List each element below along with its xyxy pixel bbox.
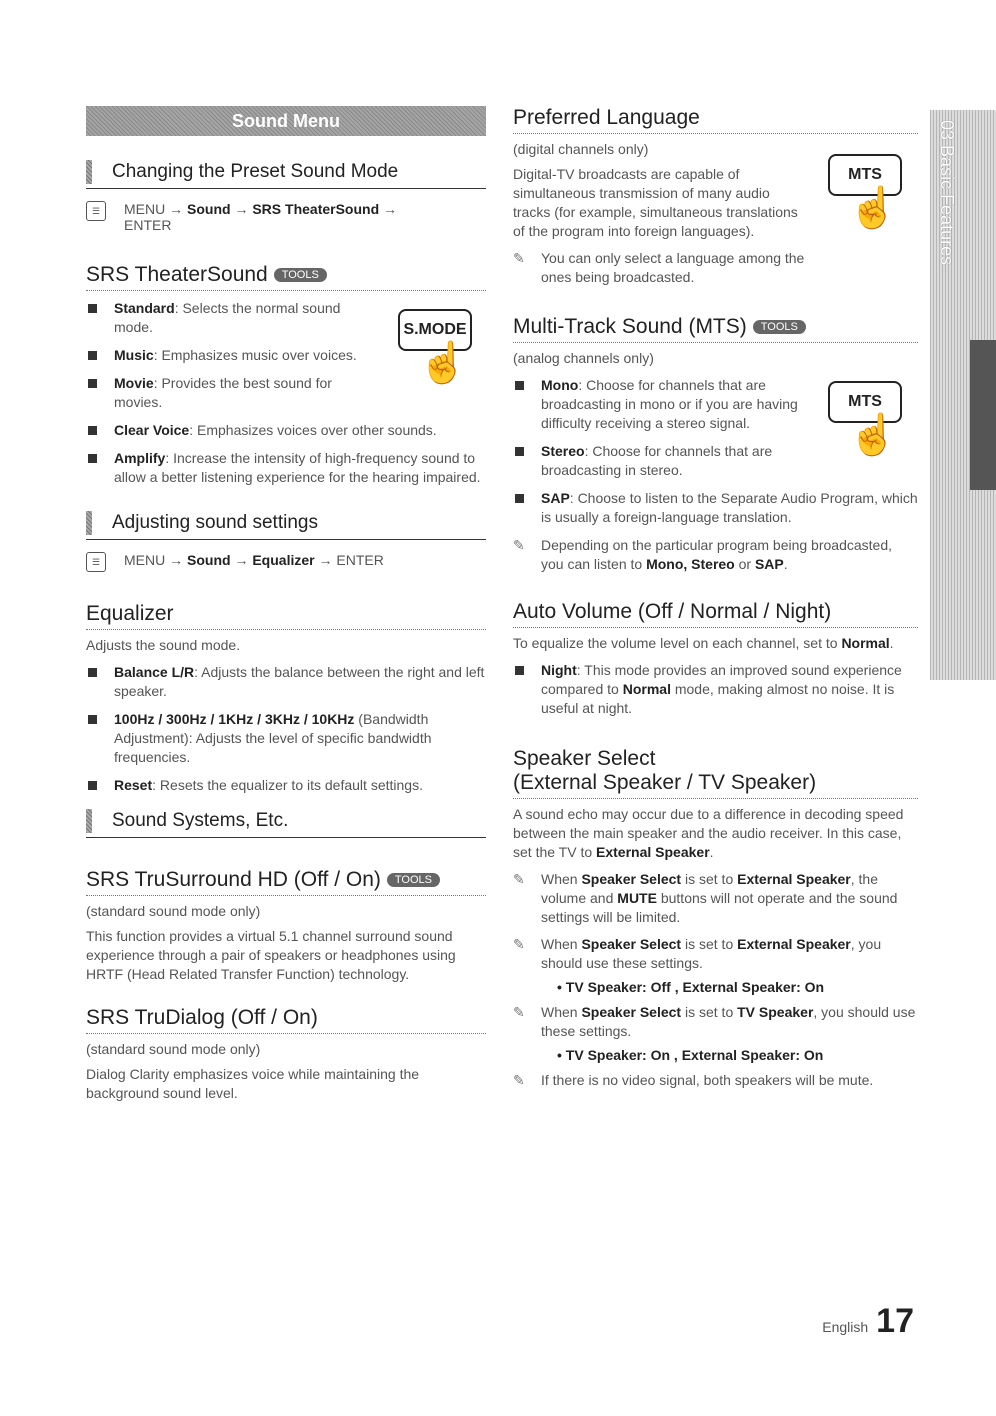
- heading-text: SRS TheaterSound: [86, 263, 268, 286]
- arrow: →: [165, 201, 188, 217]
- note-bold: SAP: [754, 556, 784, 572]
- item-desc: mode, making almost no noise. It is useful at night.: [541, 681, 895, 716]
- list-item: [513, 442, 811, 480]
- speaker-desc: [513, 805, 918, 862]
- subheading-preset-sound-mode: [86, 160, 486, 189]
- setting-bullet-2: • TV Speaker: On , External Speaker: On: [557, 1047, 824, 1063]
- menu-word: MENU: [124, 201, 166, 217]
- note-bold: Mono, Stereo: [646, 556, 735, 572]
- note-pencil-icon: ✎: [513, 1004, 525, 1020]
- item-desc: : Adjusts the balance between the right and left speaker.: [114, 664, 485, 699]
- menu-sound: Sound: [187, 552, 231, 568]
- text: To equalize the volume level on each channel, set to: [513, 635, 842, 651]
- heading-auto-volume: Auto Volume (Off / Normal / Night): [513, 600, 918, 628]
- mts-button: MTS: [828, 154, 902, 196]
- arrow: →: [379, 201, 398, 217]
- item-key: Amplify: [114, 450, 166, 466]
- t: When: [541, 1004, 582, 1020]
- t: If there is no video signal, both speakers will be mute.: [541, 1072, 874, 1088]
- note-text: Depending on the particular program being broadcasted, you can listen to: [541, 537, 893, 572]
- mts-remote-illustration-2: [828, 381, 900, 457]
- note-pencil-icon: ✎: [513, 1072, 525, 1088]
- bold: Normal: [841, 635, 890, 651]
- right-column: [513, 106, 918, 1090]
- speaker-note-1: [513, 870, 918, 927]
- item-key: SAP: [541, 490, 570, 506]
- note-pencil-icon: ✎: [513, 250, 525, 266]
- menu-enter: ENTER: [336, 552, 384, 568]
- note-text: or: [734, 556, 755, 572]
- b: Speaker Select: [581, 936, 682, 952]
- srs-mode-list: [86, 299, 366, 412]
- mts-note: (analog channels only): [513, 350, 654, 366]
- menu-path-text: [124, 552, 384, 572]
- list-item: [86, 421, 486, 440]
- page-number: 17: [876, 1302, 914, 1340]
- arrow: →: [230, 552, 253, 568]
- note-pencil-icon: ✎: [513, 871, 525, 887]
- mts-remote-illustration: [828, 154, 900, 230]
- preferred-desc: Digital-TV broadcasts are capable of simultaneous transmission of many audio tracks (for example, simultaneous translations of the program into foreign languages).: [513, 166, 798, 239]
- note-pencil-icon: ✎: [513, 936, 525, 952]
- mts-note-tip: [513, 536, 918, 574]
- t: is set to: [681, 1004, 738, 1020]
- item-desc: : Choose for channels that are broadcasting in mono or if you are having difficulty receiving a stereo signal.: [541, 377, 798, 431]
- autovol-desc: [513, 634, 918, 653]
- list-item: [86, 449, 486, 487]
- b: TV Speaker: [737, 1004, 814, 1020]
- hand-icon: ☝: [848, 413, 898, 457]
- tools-badge: TOOLS: [274, 268, 327, 282]
- list-item: [86, 374, 366, 412]
- bold: External Speaker: [596, 844, 710, 860]
- hand-icon: ☝: [418, 341, 468, 385]
- tools-badge: TOOLS: [387, 873, 440, 887]
- t: , you should use these settings.: [541, 936, 882, 971]
- item-key: Music: [114, 347, 154, 363]
- equalizer-list: [86, 663, 486, 795]
- menu-equalizer: Equalizer: [252, 552, 315, 568]
- heading-speaker-select: [513, 747, 918, 799]
- item-desc: : Choose to listen to the Separate Audio Program, which is usually a foreign-language translation.: [541, 490, 918, 525]
- speaker-note-3: [513, 1003, 918, 1041]
- list-item: [86, 776, 486, 795]
- list-item: [86, 346, 366, 365]
- heading-mts: [513, 315, 918, 343]
- item-desc: : Choose for channels that are broadcasting in stereo.: [541, 443, 773, 478]
- hand-icon: ☝: [848, 186, 898, 230]
- list-item: [513, 661, 918, 718]
- item-key: Night: [541, 662, 577, 678]
- item-desc: : This mode provides an improved sound experience compared to: [541, 662, 902, 697]
- side-tab-marker: [970, 340, 996, 490]
- text: A sound echo may occur due to a difference in decoding speed between the main speaker and the audio receiver. In this case, set the TV to: [513, 806, 904, 860]
- item-desc: : Increase the intensity of high-frequency sound to allow a better listening experience for the hearing impaired.: [114, 450, 481, 485]
- subheading-text: Changing the Preset Sound Mode: [112, 161, 399, 182]
- smode-remote-illustration: [398, 309, 470, 385]
- t: When: [541, 871, 582, 887]
- note-text: .: [783, 556, 788, 572]
- heading-equalizer: Equalizer: [86, 602, 486, 630]
- t: , the volume and: [541, 871, 878, 906]
- heading-line2: (External Speaker / TV Speaker): [513, 771, 817, 794]
- item-desc: (Bandwidth Adjustment): Adjusts the level of specific bandwidth frequencies.: [114, 711, 432, 765]
- menu-sound: Sound: [187, 201, 231, 217]
- item-desc: : Emphasizes voices over other sounds.: [189, 422, 437, 438]
- menu-enter: ENTER: [124, 217, 172, 233]
- list-item: [86, 663, 486, 701]
- menu-path-1: [86, 201, 486, 233]
- t: buttons will not operate and the sound settings will be limited.: [541, 890, 898, 925]
- speaker-note-2: [513, 935, 918, 973]
- arrow: →: [314, 552, 337, 568]
- subheading-text: Adjusting sound settings: [112, 512, 318, 533]
- heading-trudialog: SRS TruDialog (Off / On): [86, 1006, 486, 1034]
- t: is set to: [681, 936, 738, 952]
- remote-menu-icon: ☰: [86, 201, 106, 221]
- list-item: [86, 710, 486, 767]
- heading-text: SRS TruSurround HD (Off / On): [86, 868, 381, 891]
- note-text: You can only select a language among the ones being broadcasted.: [541, 250, 805, 285]
- subheading-marker: [86, 809, 92, 833]
- note-pencil-icon: ✎: [513, 537, 525, 553]
- heading-srs-theatersound: [86, 263, 486, 291]
- menu-path-2: [86, 552, 486, 572]
- footer-language: English: [822, 1319, 869, 1335]
- smode-button: S.MODE: [398, 309, 472, 351]
- preferred-note: (digital channels only): [513, 141, 649, 157]
- item-desc: : Provides the best sound for movies.: [114, 375, 332, 410]
- item-desc: : Resets the equalizer to its default settings.: [152, 777, 423, 793]
- item-desc: : Selects the normal sound mode.: [114, 300, 341, 335]
- item-key: Balance L/R: [114, 664, 195, 680]
- list-item: [513, 489, 918, 527]
- b: Speaker Select: [581, 871, 682, 887]
- subheading-text: Sound Systems, Etc.: [112, 810, 289, 831]
- chapter-label: [936, 120, 957, 265]
- item-key: Mono: [541, 377, 579, 393]
- mts-button: MTS: [828, 381, 902, 423]
- item-key: Reset: [114, 777, 153, 793]
- item-key: Stereo: [541, 443, 585, 459]
- list-item: [513, 376, 811, 433]
- item-desc: : Emphasizes music over voices.: [153, 347, 357, 363]
- arrow: →: [165, 552, 188, 568]
- subheading-marker: [86, 511, 92, 535]
- trusurround-note: (standard sound mode only): [86, 903, 261, 919]
- speaker-note-4: [513, 1071, 918, 1090]
- item-key: 100Hz / 300Hz / 1KHz / 3KHz / 10KHz: [114, 711, 355, 727]
- b: Speaker Select: [581, 1004, 682, 1020]
- page-footer: [822, 1302, 914, 1341]
- heading-trusurround: [86, 868, 486, 896]
- chapter-number: 03: [937, 120, 957, 141]
- subheading-adjusting-sound: [86, 511, 486, 540]
- menu-word: MENU: [124, 552, 166, 568]
- left-column: [86, 106, 486, 1103]
- remote-menu-icon: ☰: [86, 552, 106, 572]
- trusurround-desc: This function provides a virtual 5.1 channel surround sound experience through a pair of speakers or headphones using HRTF (Head Related Transfer Function) technology.: [86, 928, 456, 982]
- menu-srs: SRS TheaterSound: [252, 201, 380, 217]
- item-key: Clear Voice: [114, 422, 190, 438]
- arrow: →: [230, 201, 253, 217]
- autovol-list: [513, 661, 918, 718]
- chapter-side-tab: [930, 110, 996, 680]
- preferred-note-tip: [513, 249, 811, 287]
- t: When: [541, 936, 582, 952]
- b: External Speaker: [737, 936, 851, 952]
- text: .: [889, 635, 894, 651]
- text: .: [709, 844, 714, 860]
- section-banner: Sound Menu: [86, 106, 486, 136]
- srs-mode-list-2: [86, 421, 486, 487]
- tools-badge: TOOLS: [753, 320, 806, 334]
- setting-bullet-1: • TV Speaker: Off , External Speaker: On: [557, 979, 825, 995]
- item-bold: Normal: [622, 681, 671, 697]
- b: MUTE: [617, 890, 657, 906]
- heading-line1: Speaker Select: [513, 747, 656, 770]
- equalizer-intro: Adjusts the sound mode.: [86, 637, 241, 653]
- trudialog-desc: Dialog Clarity emphasizes voice while maintaining the background sound level.: [86, 1066, 420, 1101]
- t: , you should use these settings.: [541, 1004, 916, 1039]
- list-item: [86, 299, 366, 337]
- item-key: Movie: [114, 375, 154, 391]
- heading-text: Multi-Track Sound (MTS): [513, 315, 747, 338]
- t: is set to: [681, 871, 738, 887]
- menu-path-text: [124, 201, 397, 233]
- heading-preferred-language: Preferred Language: [513, 106, 918, 134]
- trudialog-note: (standard sound mode only): [86, 1041, 261, 1057]
- chapter-title: Basic Features: [937, 145, 957, 266]
- item-key: Standard: [114, 300, 175, 316]
- subheading-sound-systems: [86, 809, 486, 838]
- subheading-marker: [86, 160, 92, 184]
- b: External Speaker: [737, 871, 851, 887]
